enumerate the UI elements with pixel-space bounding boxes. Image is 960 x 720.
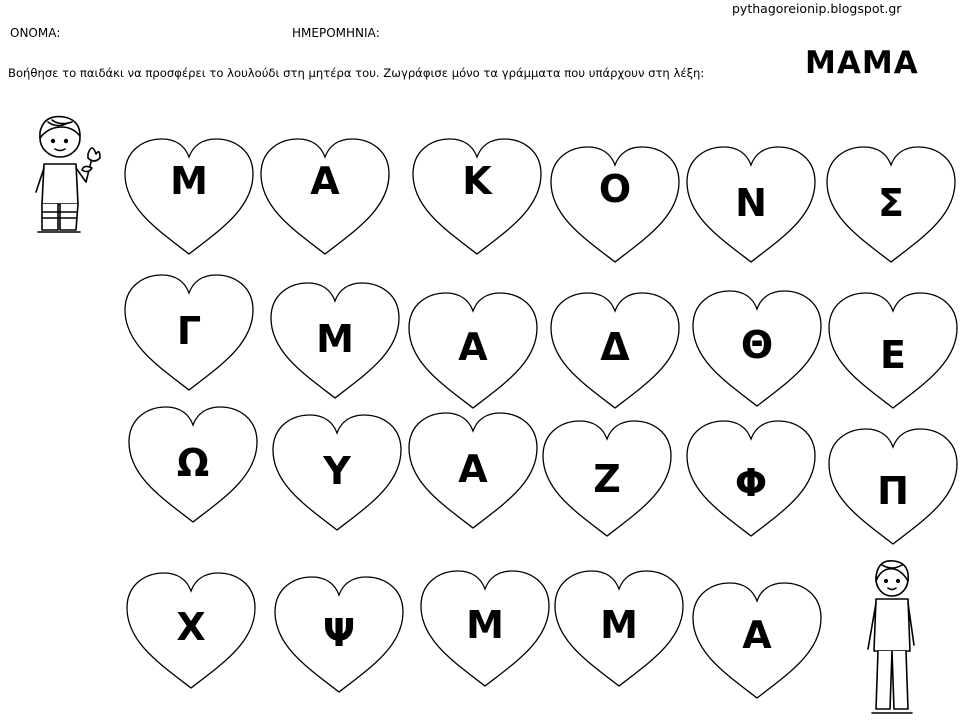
heart-12[interactable]: [826, 290, 960, 416]
heart-letter: Α: [310, 159, 340, 203]
heart-letter: Ψ: [322, 611, 356, 655]
heart-8[interactable]: [268, 280, 402, 406]
heart-23[interactable]: [690, 580, 824, 706]
heart-16[interactable]: [540, 418, 674, 544]
heart-22[interactable]: [552, 568, 686, 694]
heart-14[interactable]: [270, 412, 404, 538]
heart-letter: Μ: [600, 603, 638, 647]
heart-letter: Α: [458, 447, 488, 491]
heart-6[interactable]: [824, 144, 958, 270]
heart-letter: Θ: [740, 323, 774, 367]
heart-letter: Δ: [600, 325, 630, 369]
heart-2[interactable]: [258, 136, 392, 262]
heart-21[interactable]: [418, 568, 552, 694]
instruction-text: Βοήθησε το παιδάκι να προσφέρει το λουλούδι στη μητέρα του. Ζωγράφισε μόνο τα γράμματα που υπάρχουν στη λέξη:: [8, 66, 705, 80]
heart-7[interactable]: [122, 272, 256, 398]
boy-with-flower-image: [22, 108, 117, 243]
heart-19[interactable]: [124, 570, 258, 696]
heart-letter: Σ: [878, 181, 904, 225]
heart-letter: Ω: [176, 441, 210, 485]
heart-13[interactable]: [126, 404, 260, 530]
heart-letter: Χ: [176, 605, 206, 649]
heart-4[interactable]: [548, 144, 682, 270]
heart-letter: Γ: [176, 309, 202, 353]
heart-letter: Υ: [323, 449, 351, 493]
heart-5[interactable]: [684, 144, 818, 270]
mother-image: [860, 555, 922, 720]
target-word: ΜΑΜΑ: [805, 45, 919, 81]
heart-18[interactable]: [826, 426, 960, 552]
heart-letter: Μ: [316, 317, 354, 361]
heart-letter: Α: [458, 325, 488, 369]
date-label: ΗΜΕΡΟΜΗΝΙΑ:: [292, 26, 380, 40]
heart-20[interactable]: [272, 574, 406, 700]
heart-letter: Ζ: [593, 457, 621, 501]
heart-letter: Ο: [598, 167, 632, 211]
heart-3[interactable]: [410, 136, 544, 262]
heart-17[interactable]: [684, 418, 818, 544]
heart-letter: Κ: [462, 159, 492, 203]
heart-letter: Ε: [880, 333, 906, 377]
heart-letter: Ν: [735, 181, 767, 225]
heart-9[interactable]: [406, 290, 540, 416]
heart-11[interactable]: [690, 288, 824, 414]
heart-letter: Μ: [466, 603, 504, 647]
name-label: ΟΝΟΜΑ:: [10, 26, 61, 40]
heart-letter: Φ: [734, 461, 768, 505]
heart-15[interactable]: [406, 410, 540, 536]
heart-letter: Π: [877, 469, 909, 513]
heart-letter: Μ: [170, 159, 208, 203]
heart-letter: Α: [742, 613, 772, 657]
site-url: pythagoreionip.blogspot.gr: [732, 1, 902, 16]
heart-10[interactable]: [548, 290, 682, 416]
heart-1[interactable]: [122, 136, 256, 262]
